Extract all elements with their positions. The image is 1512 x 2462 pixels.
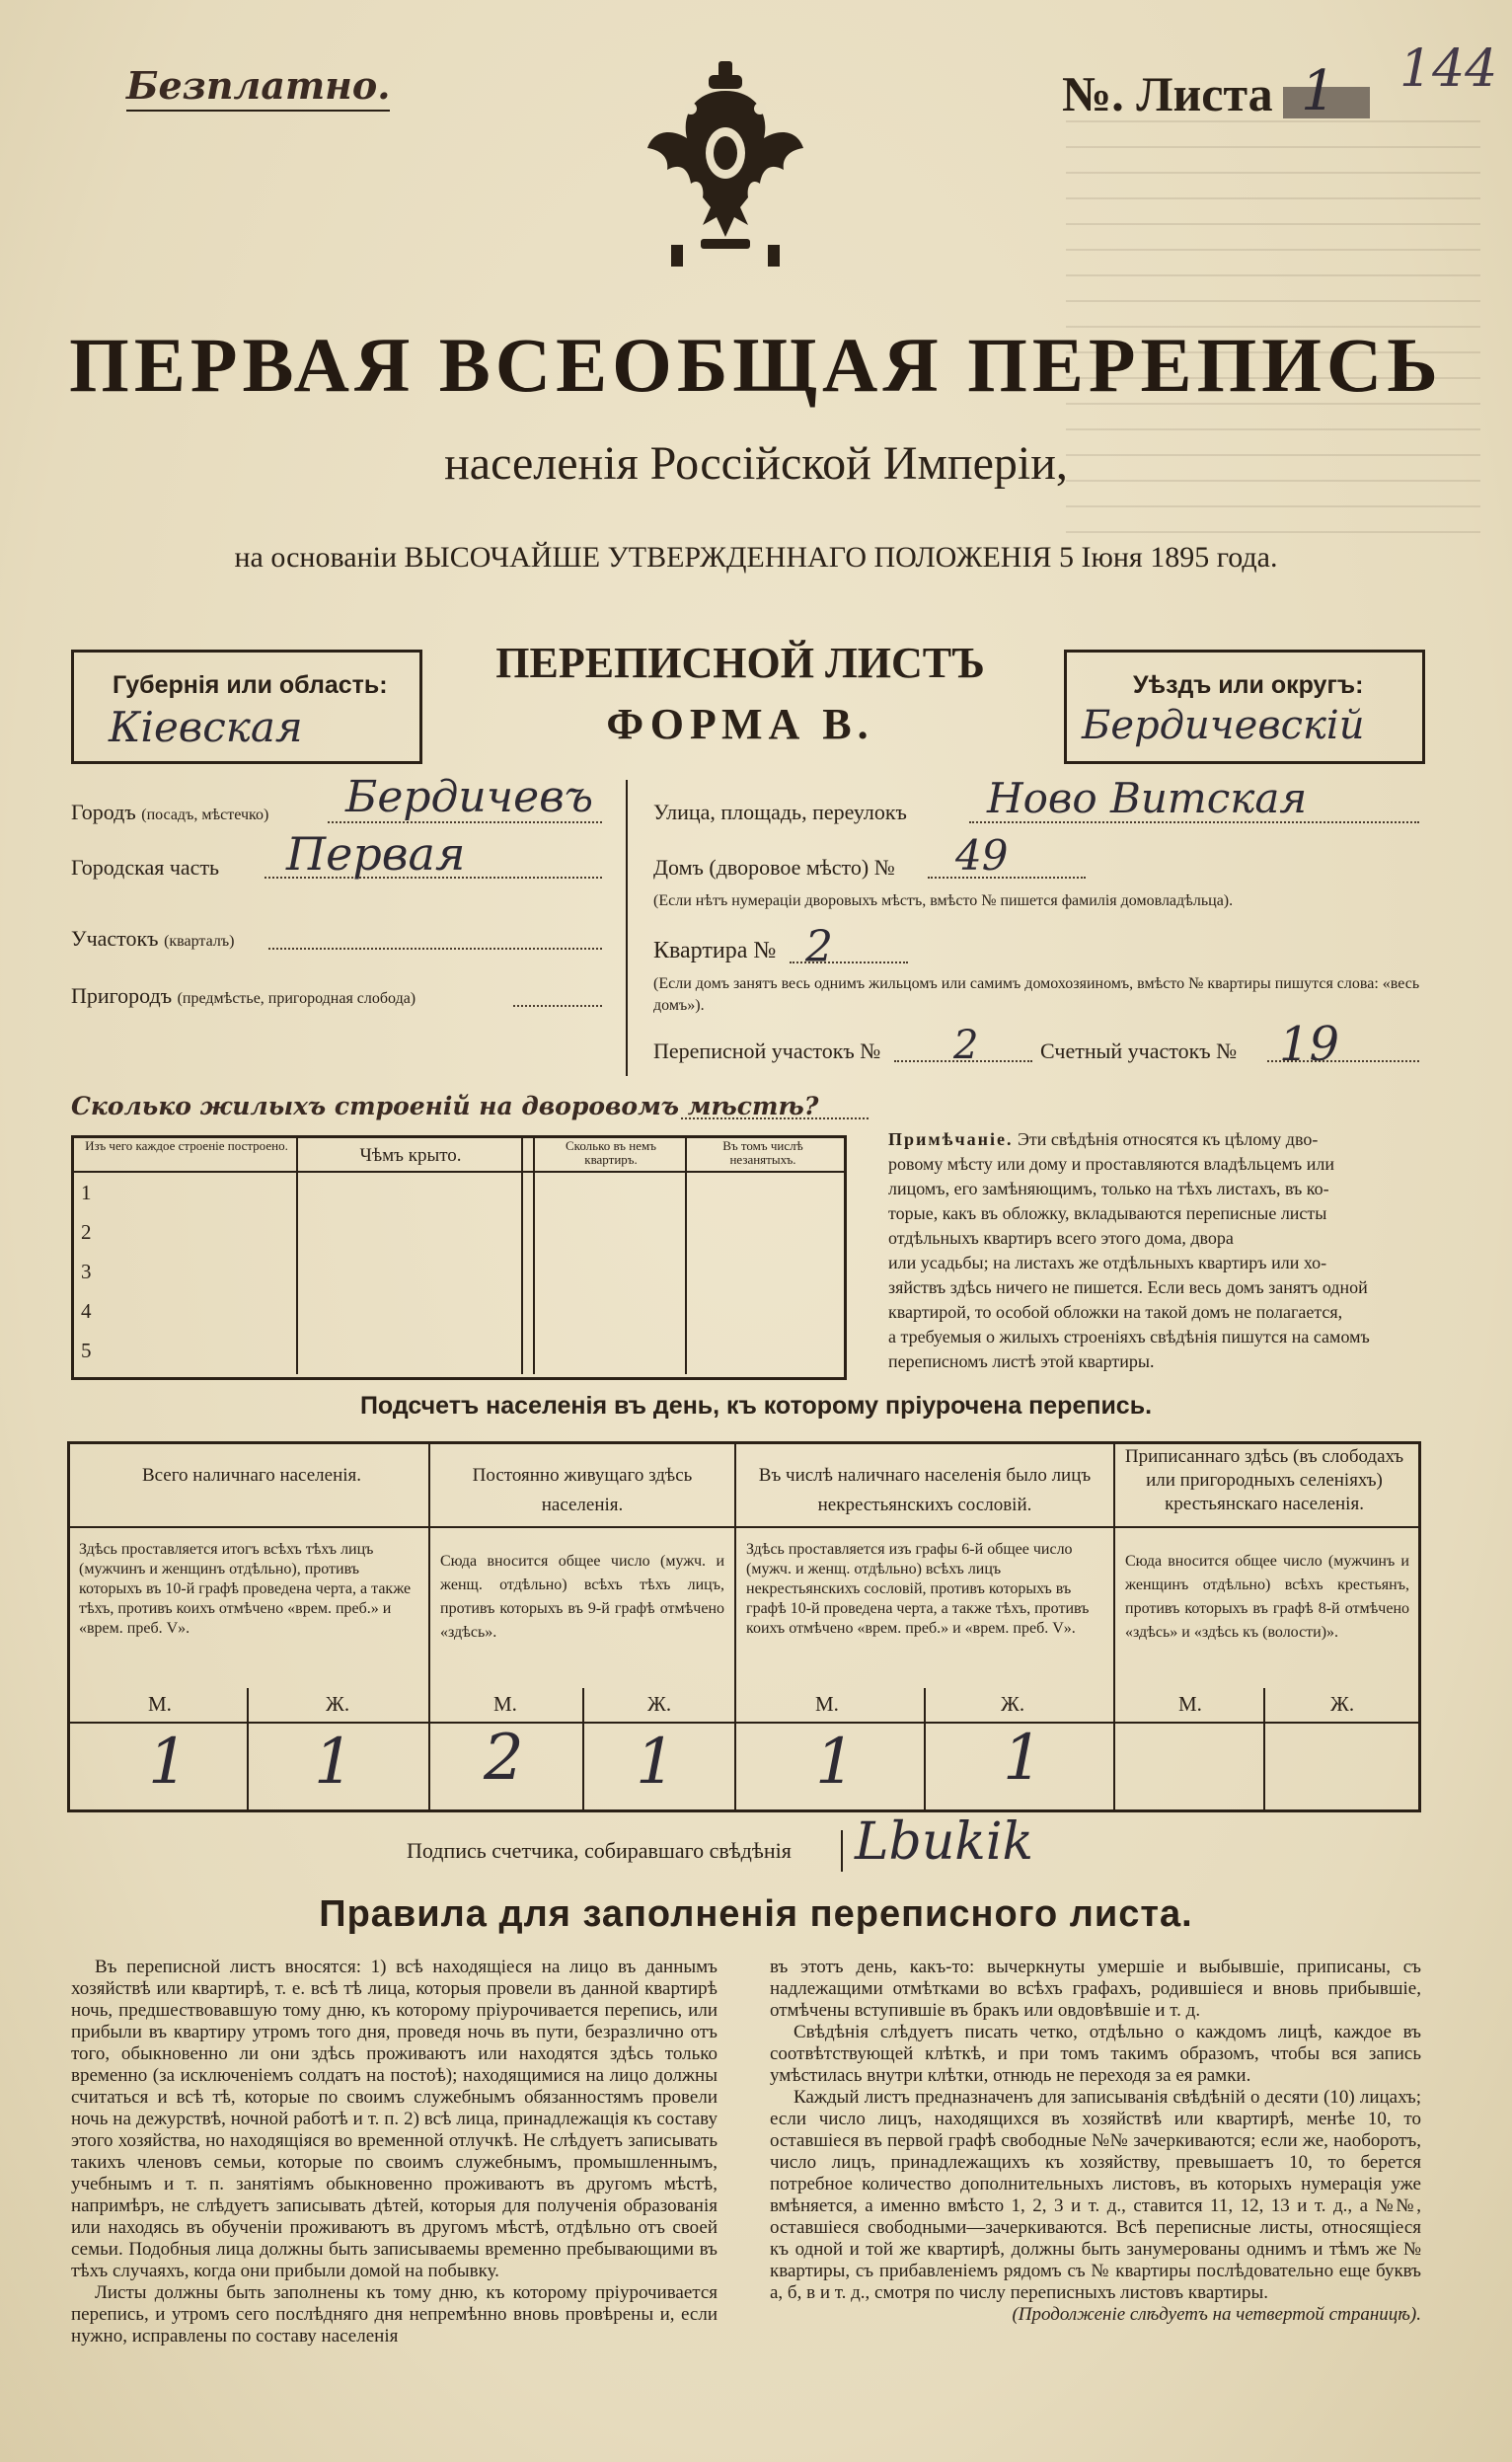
note-line-5: отдѣльныхъ квартиръ всего этого дома, двора (888, 1228, 1234, 1248)
tally-mf-rule (67, 1722, 1421, 1724)
buildings-header-apartments: Сколько въ немъ квартиръ. (566, 1138, 656, 1167)
rules-left-column (71, 1957, 718, 2371)
tally-value-f-1: 1 (314, 1726, 354, 1799)
buildings-row-5: 5 (81, 1339, 92, 1362)
district-label: Участокъ (71, 926, 159, 951)
tally-m-label-4: М. (1178, 1692, 1202, 1716)
note-line-7: зяйствъ здѣсь ничего не пишется. Если весь домъ занятъ одной (888, 1277, 1368, 1297)
census-district-label: Переписной участокъ № (653, 1039, 881, 1063)
form-variant: ФОРМА В. (606, 700, 874, 748)
tally-col-rule-1 (428, 1441, 430, 1812)
page-title: ПЕРВАЯ ВСЕОБЩАЯ ПЕРЕПИСЬ (69, 322, 1443, 408)
counting-district-label: Счетный участокъ № (1040, 1039, 1238, 1063)
suburb-line (513, 1005, 602, 1007)
tally-m-label-3: М. (815, 1692, 839, 1716)
rules-right-paragraph-2: Свѣдѣнія слѣдуетъ писать четко, отдѣльно о каждомъ лицѣ, каждое въ соотвѣтствующей клѣткѣ, и при томъ такимъ образомъ, чтобы вся запись умѣстилась внутри клѣтки, отнюдь не переходя за ея рамки. (770, 2022, 1421, 2086)
street-label: Улица, площадь, переулокъ (653, 800, 907, 824)
note-line-10: переписномъ листѣ этой квартиры. (888, 1351, 1155, 1371)
buildings-question: Сколько жилыхъ строеній на дворовомъ мѣстѣ? (71, 1092, 819, 1120)
buildings-row-2: 2 (81, 1220, 92, 1244)
rules-title: Правила для заполненія переписного листа. (319, 1893, 1193, 1935)
note-line-1: Примѣчаніе. Эти свѣдѣнія относятся къ цѣлому дво- (888, 1129, 1319, 1149)
tally-body-1: Здѣсь проставляется итогъ всѣхъ тѣхъ лицъ (мужчинъ и женщинъ отдѣльно), противъ которыхъ въ 10-й графѣ проведена черта, а также тѣхъ, противъ коихъ отмѣчено «врем. преб.» и «врем. преб. V». (79, 1541, 412, 1637)
note-title: Примѣчаніе. (888, 1129, 1014, 1149)
page-subtitle: населенія Россійской Имперіи, (444, 437, 1068, 490)
basis-line: на основаніи ВЫСОЧАЙШЕ УТВЕРЖДЕННАГО ПОЛОЖЕНІЯ 5 Іюня 1895 года. (234, 541, 1278, 574)
tally-f-label-3: Ж. (1001, 1692, 1025, 1716)
note-line-3: лицомъ, его замѣняющимъ, только на тѣхъ листахъ, въ ко- (888, 1179, 1329, 1198)
city-value: Бердичевъ (345, 772, 594, 822)
note-line-6: или усадьбы; на листахъ же отдѣльныхъ квартиръ или хо- (888, 1253, 1327, 1272)
tally-head-rule (67, 1526, 1421, 1528)
signature-bracket (841, 1830, 843, 1872)
province-label: Губернія или область: (113, 671, 388, 699)
tally-body-4: Сюда вносится общее число (мужчинъ и женщинъ отдѣльно) всѣхъ крестьянъ, противъ которыхъ въ графѣ 8-й отмѣчено «здѣсь» и «здѣсь къ (волости)». (1125, 1553, 1409, 1641)
rules-right-column (770, 1957, 1421, 2371)
house-note: (Если нѣтъ нумераціи дворовыхъ мѣстъ, вмѣсто № пишется фамилія домовладѣльца). (653, 892, 1234, 909)
rules-right-paragraph-3: Каждый листъ предназначенъ для записыванія свѣдѣній о десяти (10) лицахъ; если число лицъ, находящихся въ хозяйствѣ или квартирѣ, менѣе 10, то оставшіеся въ первой графѣ свободные №№ зачеркиваются; если же, наоборотъ, число лицъ, принадлежащихъ къ хозяйству, превышаетъ 10, то берется потребное количество дополнительныхъ листовъ, въ которыхъ нумерація уже вмѣняется, а именно вмѣсто 1, 2, 3 и т. д., ставится 11, 12, 13 и т. д., а №№, оставшіеся свободными—зачеркиваются. Всѣ переписные листы, относящіеся къ одной и той же квартирѣ, должны быть занумерованы однимъ и тѣмъ же № квартиры, съ прибавленіемъ рядомъ съ № квартиры послѣдовательно еще буквъ а, б, в и т. д., смотря по числу переписныхъ листовъ квартиры. (770, 2087, 1421, 2303)
suburb-label: Пригородъ (71, 983, 173, 1008)
apt-value: 2 (805, 922, 833, 972)
tally-col-rule-3 (1113, 1441, 1115, 1812)
district-note: (кварталъ) (164, 933, 235, 950)
tally-mf-rule-1 (247, 1688, 249, 1812)
tally-mf-rule-3 (924, 1688, 926, 1812)
buildings-header-rule (71, 1171, 847, 1173)
counting-district-value: 19 (1279, 1017, 1340, 1072)
city-label-row (71, 800, 268, 825)
note-line-9: а требуемыя о жилыхъ строеніяхъ свѣдѣнія пишутся на самомъ (888, 1327, 1370, 1346)
part-label: Городская часть (71, 855, 220, 880)
rules-right-paragraph-1: въ этотъ день, какъ-то: вычеркнуты умершіе и выбывшіе, приписаны, съ надлежащими отмѣтками во всѣхъ графахъ, родившіеся и вновь прибывшіе, отмѣчены вступившіе въ бракъ или овдовѣвшіе и т. д. (770, 1957, 1421, 2021)
buildings-col-rule-3 (533, 1135, 535, 1374)
buildings-header-vacant: Въ томъ числѣ незанятыхъ. (722, 1138, 803, 1167)
tally-head-3: Въ числѣ наличнаго населенія было лицъ некрестьянскихъ сословій. (758, 1465, 1092, 1515)
tally-value-f-2: 1 (636, 1726, 676, 1799)
street-value: Ново Витская (987, 774, 1308, 822)
note-block (888, 1127, 1421, 1374)
tally-value-m-1: 1 (148, 1726, 189, 1799)
stamp-number: 144 (1399, 39, 1498, 99)
buildings-question-line (681, 1117, 869, 1119)
sheet-number-value: 1 (1301, 59, 1336, 123)
district-label-row (71, 926, 234, 952)
tally-f-label-4: Ж. (1330, 1692, 1355, 1716)
rules-left-paragraph-2: Листы должны быть заполнены къ тому дню, къ которому пріурочивается перепись, и утромъ сего послѣдняго дня непремѣнно вновь провѣрены и, если нужно, исправлены по составу населенія (71, 2282, 718, 2347)
buildings-header-roof: Чѣмъ крыто. (359, 1145, 462, 1166)
tally-f-label-2: Ж. (647, 1692, 672, 1716)
suburb-note: (предмѣстье, пригородная слобода) (177, 990, 416, 1007)
tally-body-3: Здѣсь проставляется изъ графы 6-й общее число (мужч. и женщ. отдѣльно) всѣхъ лицъ некрестьянскихъ сословій, противъ которыхъ въ графѣ 10-й проведена черта, а также тѣхъ, противъ коихъ отмѣчено «врем. преб.» и «врем. преб. V». (746, 1541, 1090, 1637)
note-line-8: квартирой, то особой обложки на такой домъ не полагается, (888, 1302, 1343, 1322)
signature-label: Подпись счетчика, собиравшаго свѣдѣнія (407, 1838, 792, 1863)
sheet-label: №. Листа (1062, 66, 1273, 121)
tally-head-2: Постоянно живущаго здѣсь населенія. (472, 1465, 693, 1515)
tally-head-4: Приписаннаго здѣсь (въ слободахъ или пригородныхъ селеніяхъ) крестьянскаго населенія. (1124, 1446, 1404, 1514)
city-note: (посадъ, мѣстечко) (141, 807, 269, 823)
buildings-col-rule-2 (521, 1135, 523, 1374)
census-district-value: 2 (953, 1023, 979, 1068)
city-label: Городъ (71, 800, 136, 824)
district-line (268, 948, 602, 950)
buildings-row-4: 4 (81, 1299, 92, 1323)
tally-value-m-3: 1 (815, 1726, 856, 1799)
suburb-label-row (71, 983, 416, 1009)
province-value: Кіевская (109, 703, 303, 751)
apt-note: (Если домъ занятъ весь однимъ жильцомъ или самимъ домохозяиномъ, вмѣсто № квартиры пишутся слова: «весь домъ»). (653, 975, 1420, 1014)
buildings-col-rule-4 (685, 1135, 687, 1374)
apt-label: Квартира № (653, 938, 777, 963)
tally-col-rule-2 (734, 1441, 736, 1812)
double-headed-eagle-icon (642, 59, 809, 271)
tally-mf-rule-2 (582, 1688, 584, 1812)
buildings-header-material: Изъ чего каждое строеніе построено. (85, 1138, 288, 1153)
note-line-4: торые, какъ въ обложку, вкладываются переписные листы (888, 1203, 1327, 1223)
tally-title: Подсчетъ населенія въ день, къ которому пріурочена перепись. (359, 1392, 1153, 1420)
house-value: 49 (955, 831, 1009, 880)
buildings-row-3: 3 (81, 1260, 92, 1283)
form-title: ПЕРЕПИСНОЙ ЛИСТЪ (495, 639, 985, 687)
address-separator (626, 780, 628, 1076)
house-label: Домъ (дворовое мѣсто) № (653, 855, 895, 880)
buildings-row-1: 1 (81, 1181, 92, 1204)
county-label: Уѣздъ или округъ: (1133, 671, 1364, 699)
tally-value-m-2: 2 (484, 1722, 524, 1795)
tally-m-label-2: М. (493, 1692, 517, 1716)
free-label: Безплатно. (126, 63, 390, 112)
tally-body-2: Сюда вносится общее число (мужч. и женщ. отдѣльно) всѣхъ тѣхъ лицъ, противъ которыхъ въ 9-й графѣ отмѣчено «здѣсь». (440, 1553, 724, 1641)
tally-m-label-1: М. (148, 1692, 172, 1716)
tally-mf-rule-4 (1263, 1688, 1265, 1812)
note-line-2: ровому мѣсту или дому и проставляются владѣльцемъ или (888, 1154, 1334, 1174)
tally-value-f-3: 1 (1003, 1722, 1043, 1795)
rules-right-continued: (Продолженіе слѣдуетъ на четвертой страницѣ). (1012, 2304, 1421, 2325)
tally-head-1: Всего наличнаго населенія. (141, 1465, 362, 1486)
county-value: Бердичевскій (1082, 703, 1365, 748)
tally-f-label-1: Ж. (326, 1692, 350, 1716)
buildings-col-rule-1 (296, 1135, 298, 1374)
rules-left-paragraph-1: Въ переписной листъ вносятся: 1) всѣ находящіеся на лицо въ даннымъ хозяйствѣ или квартирѣ, т. е. всѣ тѣ лица, которыя провели въ данной квартирѣ ночь, предшествовавшую тому дню, къ которому пріурочивается перепись, или прибыли въ квартиру утромъ того дня, проведя ночь въ пути, безразлично отъ того, обыкновенно ли они здѣсь проживаютъ или находятся здѣсь только временно (за исключеніемъ солдатъ на постоѣ); находящимися на лицо должны считаться и всѣ тѣ, которые по своимъ служебнымъ обязанностямъ провели ночь на дежурствѣ, ночной работѣ и т. п. 2) всѣ лица, принадлежащія къ составу этого хозяйства, но находящіяся во временной отлучкѣ. Не слѣдуетъ записывать такихъ членовъ семьи, которые по своимъ служебнымъ, промышленнымъ, учебнымъ и т. п. занятіямъ обыкновенно проживаютъ въ другомъ мѣстѣ, напримѣръ, не слѣдуетъ записывать дѣтей, которыя для полученія образованія или находясь въ обученіи проживаютъ въ другомъ мѣстѣ, отдѣльно отъ своей семьи. Подобныя лица должны быть записываемы временно пребывающими въ тѣхъ случаяхъ, когда они прибыли домой на побывку. (71, 1957, 718, 2281)
part-value: Первая (286, 827, 466, 881)
signature-value: Lbukik (855, 1812, 1033, 1872)
